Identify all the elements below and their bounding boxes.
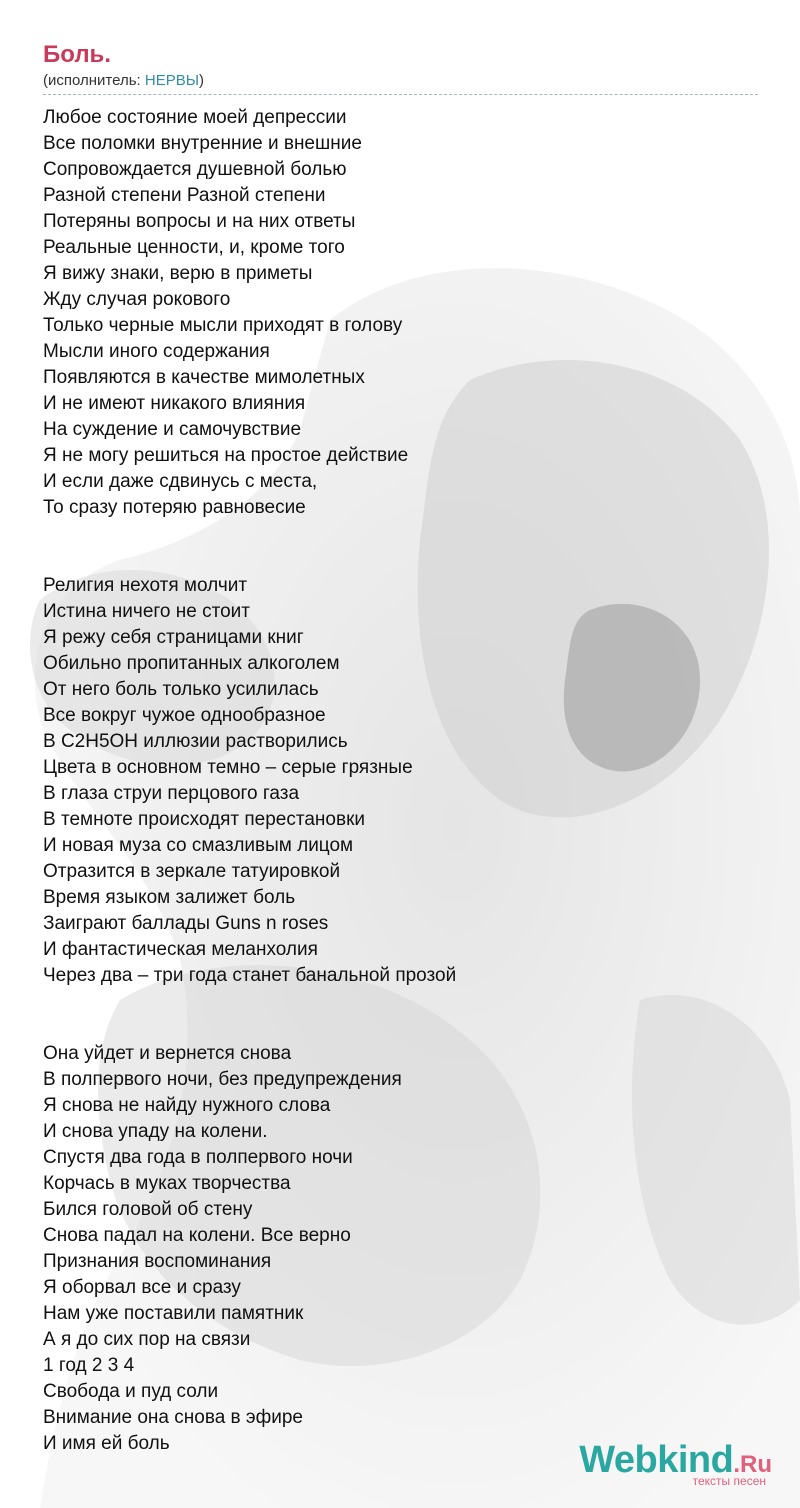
lyric-line: Бился головой об стену <box>43 1199 253 1220</box>
lyric-line: В полпервого ночи, без предупреждения <box>43 1069 402 1090</box>
lyric-line: Религия нехотя молчит <box>43 575 248 596</box>
lyrics-stanza <box>43 1041 758 1457</box>
lyric-line: Появляются в качестве мимолетных <box>43 367 365 388</box>
lyric-line: Корчась в муках творчества <box>43 1173 291 1194</box>
lyric-line: Спустя два года в полпервого ночи <box>43 1147 353 1168</box>
lyric-line: Потеряны вопросы и на них ответы <box>43 211 356 232</box>
lyric-line: Цвета в основном темно – серые грязные <box>43 757 413 778</box>
lyric-line: Свобода и пуд соли <box>43 1381 219 1402</box>
artist-line <box>43 70 758 95</box>
lyric-line: Время языком залижет боль <box>43 887 296 908</box>
lyric-line: Я режу себя страницами книг <box>43 627 304 648</box>
lyric-line: Я снова не найду нужного слова <box>43 1095 331 1116</box>
lyric-line: То сразу потеряю равновесие <box>43 497 306 518</box>
lyric-line: Я оборвал все и сразу <box>43 1277 241 1298</box>
site-logo[interactable] <box>579 1440 772 1488</box>
lyric-line: Все вокруг чужое однообразное <box>43 705 326 726</box>
lyric-line: Все поломки внутренние и внешние <box>43 133 362 154</box>
lyric-line: И если даже сдвинусь с места, <box>43 471 318 492</box>
song-title: Боль. <box>43 41 111 68</box>
lyric-line: Снова падал на колени. Все верно <box>43 1225 351 1246</box>
lyric-line: И имя ей боль <box>43 1433 170 1454</box>
lyric-line: Я не могу решиться на простое действие <box>43 445 409 466</box>
lyric-line: И новая муза со смазливым лицом <box>43 835 354 856</box>
lyric-line: И фантастическая меланхолия <box>43 939 318 960</box>
lyric-line: Разной степени Разной степени <box>43 185 326 206</box>
lyric-line: В C2H5OH иллюзии растворились <box>43 731 348 752</box>
lyric-line: От него боль только усилилась <box>43 679 319 700</box>
lyric-line: И снова упаду на колени. <box>43 1121 268 1142</box>
lyric-line: Нам уже поставили памятник <box>43 1303 304 1324</box>
logo-wordmark: Webkind <box>579 1439 734 1481</box>
lyric-line: Отразится в зеркале татуировкой <box>43 861 341 882</box>
lyrics-stanza <box>43 573 758 989</box>
lyrics-content <box>43 40 758 1457</box>
lyric-line: Реальные ценности, и, кроме того <box>43 237 345 258</box>
lyric-line: Я вижу знаки, верю в приметы <box>43 263 313 284</box>
lyric-line: Любое состояние моей депрессии <box>43 107 347 128</box>
lyric-line: Сопровождается душевной болью <box>43 159 347 180</box>
lyric-line: 1 год 2 3 4 <box>43 1355 135 1376</box>
logo-tagline: тексты песен <box>692 1474 766 1488</box>
artist-prefix: (исполнитель: <box>43 72 145 89</box>
lyric-line: Обильно пропитанных алкоголем <box>43 653 340 674</box>
lyric-line: Истина ничего не стоит <box>43 601 250 622</box>
lyric-line: Жду случая рокового <box>43 289 231 310</box>
logo-suffix: .Ru <box>733 1451 772 1478</box>
lyric-line: Внимание она снова в эфире <box>43 1407 303 1428</box>
artist-suffix: ) <box>199 72 205 89</box>
lyrics-body <box>43 105 758 1457</box>
lyric-line: А я до сих пор на связи <box>43 1329 251 1350</box>
lyric-line: В глаза струи перцового газа <box>43 783 300 804</box>
lyric-line: На суждение и самочувствие <box>43 419 302 440</box>
lyric-line: Она уйдет и вернется снова <box>43 1043 292 1064</box>
artist-link[interactable]: НЕРВЫ <box>144 72 200 89</box>
lyric-line: Заиграют баллады Guns n roses <box>43 913 329 934</box>
lyric-line: Только черные мысли приходят в голову <box>43 315 403 336</box>
lyric-line: В темноте происходят перестановки <box>43 809 365 830</box>
lyric-line: Через два – три года станет банальной прозой <box>43 965 457 986</box>
lyrics-stanza <box>43 105 758 521</box>
lyric-line: И не имеют никакого влияния <box>43 393 306 414</box>
lyric-line: Мысли иного содержания <box>43 341 270 362</box>
lyric-line: Признания воспоминания <box>43 1251 272 1272</box>
